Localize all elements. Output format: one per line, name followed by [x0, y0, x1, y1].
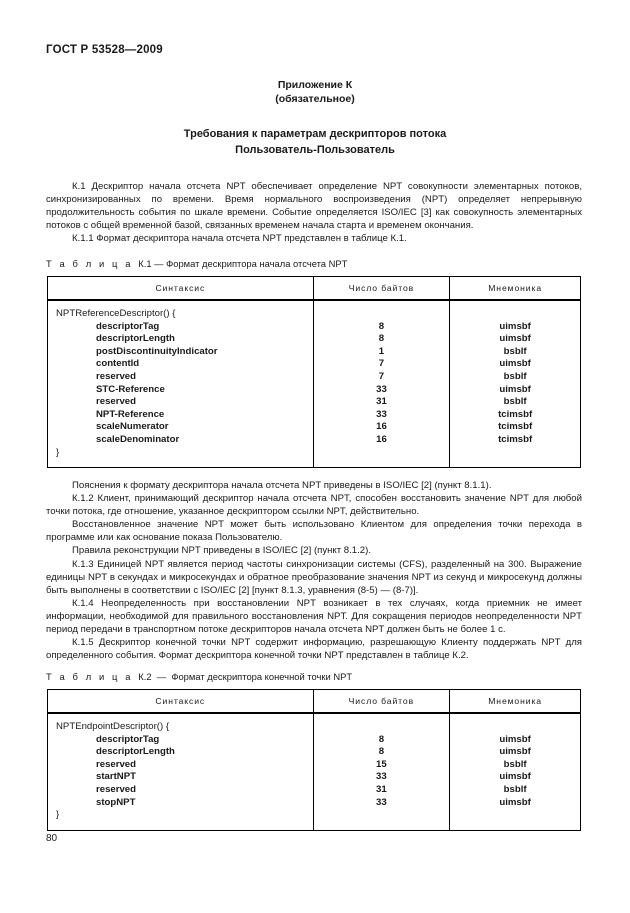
bytes-value: 16: [376, 421, 387, 433]
bytes-value: 33: [376, 408, 387, 420]
mnemonic-value: bsblf: [503, 396, 527, 408]
mnemonic-value: uimsbf: [499, 358, 531, 370]
bytes-value: 15: [376, 758, 387, 770]
mnemonic-value: uimsbf: [499, 333, 531, 345]
table-k2-caption-text: Формат дескриптора конечной точки NPT: [171, 671, 353, 682]
mnemonic-value: uimsbf: [499, 733, 531, 745]
mnemonic-value: tcimsbf: [498, 433, 533, 445]
syntax-line: NPTReferenceDescriptor() {: [56, 308, 176, 319]
bytes-value: 31: [376, 783, 387, 795]
mnemonic-value: bsblf: [503, 758, 527, 770]
table-k2-bytes-cell: [313, 713, 450, 830]
paragraph: К.1.5 Дескриптор конечной точки NPT содержит информацию, разрешающую Клиенту поддержать NPT для определенного события. Формат дескриптора конечной точки NPT представлен в таблице К.2.: [46, 637, 582, 662]
table-k2-col-syntax: Синтаксис: [48, 690, 314, 714]
table-k1-caption-dash: —: [154, 258, 164, 269]
table-k1: [47, 276, 581, 468]
bytes-value: [314, 809, 450, 822]
mnemonic-value: bsblf: [503, 345, 527, 357]
syntax-line: scaleDenominator: [96, 433, 180, 445]
table-k2-body-row: [48, 713, 581, 830]
document-standard-header: ГОСТ Р 53528—2009: [46, 44, 163, 56]
bytes-value: 16: [376, 433, 387, 445]
table-k2-col-mnemonic: Мнемоника: [450, 690, 581, 714]
syntax-line: reserved: [96, 396, 137, 408]
syntax-line: postDiscontinuityIndicator: [96, 345, 218, 357]
bytes-value: 8: [378, 320, 385, 332]
page-title: [0, 126, 630, 158]
syntax-line: reserved: [96, 783, 137, 795]
paragraph: К.1.2 Клиент, принимающий дескриптор начала отсчета NPT, способен восстановить значение NPT для любой точки потока, где отношение, указанное дескриптором ссылки NPT, действительно.: [46, 493, 582, 518]
mnemonic-value: bsblf: [503, 370, 527, 382]
mnemonic-value: uimsbf: [499, 383, 531, 395]
annex-heading: [0, 78, 630, 106]
mnemonic-value: [450, 721, 580, 734]
syntax-line: }: [56, 809, 60, 821]
syntax-line: descriptorLength: [96, 746, 175, 758]
table-k1-caption-text: Формат дескриптора начала отсчета NPT: [166, 258, 348, 269]
syntax-line: startNPT: [96, 771, 136, 783]
table-k2: [47, 689, 581, 831]
paragraph: Пояснения к формату дескриптора начала отсчета NPT приведены в ISO/IEC [2] (пункт 8.1.1).: [72, 480, 492, 491]
mnemonic-value: uimsbf: [499, 771, 531, 783]
paragraph: К.1 Дескриптор начала отсчета NPT обеспечивает определение NPT совокупности элементарных потоков, синхронизированных по времени. Время нормального воспроизведения (NPT) определяет непрерывную продолжительность события по шкале времени. Событие определяется ISO/IEC [3] как совокупность элементарных потоков с общей временной базой, связанных временем начала старта и временем окончания.: [46, 181, 582, 232]
paragraph: К.1.4 Неопределенность при восстановлении NPT возникает в тех случаях, когда приемник не имеет информации, необходимой для правильного восстановления NPT. Для сокращения периодов неопределенности NPT период передачи в транспортном потоке дескрипторов начала отсчета NPT должен быть не более 1 с.: [46, 597, 582, 636]
syntax-line: descriptorLength: [96, 333, 175, 345]
bytes-value: [314, 447, 450, 460]
mnemonic-value: bsblf: [503, 783, 527, 795]
table-k1-header-row: [48, 277, 581, 301]
mnemonic-value: [450, 308, 580, 321]
table-k1-col-bytes: Число байтов: [313, 277, 450, 301]
syntax-line: reserved: [96, 758, 137, 770]
syntax-line: descriptorTag: [96, 320, 160, 332]
paragraph: Правила реконструкции NPT приведены в ISO/IEC [2] (пункт 8.1.2).: [72, 545, 371, 557]
mnemonic-value: uimsbf: [499, 746, 531, 758]
bytes-value: [314, 721, 450, 734]
table-k1-caption-number: К.1: [138, 258, 152, 269]
mnemonic-value: uimsbf: [499, 796, 531, 808]
table-k2-caption-number: К.2: [138, 671, 152, 682]
bytes-value: 33: [376, 771, 387, 783]
syntax-line: descriptorTag: [96, 733, 160, 745]
table-k1-caption-label: Т а б л и ц а: [46, 258, 134, 269]
mnemonic-value: uimsbf: [499, 320, 531, 332]
syntax-line: STC-Reference: [96, 383, 165, 395]
bytes-value: 7: [378, 370, 385, 382]
page-title-line-2: Пользователь-Пользователь: [235, 144, 395, 156]
syntax-line: reserved: [96, 370, 137, 382]
table-k1-caption: [46, 258, 347, 269]
syntax-line: stopNPT: [96, 796, 136, 808]
syntax-line: NPTEndpointDescriptor() {: [56, 721, 170, 732]
syntax-line: contentId: [96, 358, 140, 370]
mnemonic-value: tcimsbf: [498, 408, 533, 420]
mid-text-block: [46, 479, 582, 662]
table-k1-col-syntax: Синтаксис: [48, 277, 314, 301]
bytes-value: 33: [376, 383, 387, 395]
bytes-value: [314, 308, 450, 321]
table-k2-mnemonic-cell: [450, 713, 581, 830]
table-k1-body-row: [48, 300, 581, 468]
table-k2-header-row: [48, 690, 581, 714]
table-k2-caption: [46, 671, 352, 682]
bytes-value: 8: [378, 333, 385, 345]
paragraph: Восстановленное значение NPT может быть использовано Клиентом для определения точки перехода в программе или как основание показа Пользователю.: [46, 519, 582, 544]
table-k1-col-mnemonic: Мнемоника: [450, 277, 581, 301]
annex-title: Приложение К: [277, 79, 353, 91]
page-title-line-1: Требования к параметрам дескрипторов потока: [183, 128, 447, 140]
bytes-value: 33: [376, 796, 387, 808]
table-k2-caption-label: Т а б л и ц а: [46, 671, 134, 682]
paragraph: К.1.1 Формат дескриптора начала отсчета NPT представлен в таблице К.1.: [72, 233, 407, 245]
syntax-line: }: [56, 446, 60, 458]
bytes-value: 1: [378, 345, 385, 357]
syntax-line: NPT-Reference: [96, 408, 165, 420]
bytes-value: 8: [378, 746, 385, 758]
table-k1-bytes-cell: [313, 300, 450, 468]
bytes-value: 7: [378, 358, 385, 370]
table-k2-caption-dash: —: [156, 671, 167, 682]
bytes-value: 31: [376, 396, 387, 408]
syntax-line: scaleNumerator: [96, 421, 169, 433]
table-k1-mnemonic-cell: [450, 300, 581, 468]
table-k2-syntax-cell: [48, 713, 314, 830]
mnemonic-value: [450, 809, 580, 822]
annex-subtitle: (обязательное): [275, 93, 355, 105]
mnemonic-value: [450, 447, 580, 460]
table-k2-col-bytes: Число байтов: [313, 690, 450, 714]
paragraph: К.1.3 Единицей NPT является период частоты синхронизации системы (CFS), разделенный на 300. Выражение единицы NPT в секундах и микросекундах и обратное преобразование значения NPT из секунд и микросекунд должны быть выполнены в соответствии с ISO/IEC [2] [пункт 8.1.3, уравнения (8-5) — (8-7)].: [46, 558, 582, 596]
mnemonic-value: tcimsbf: [498, 421, 533, 433]
table-k1-syntax-cell: [48, 300, 314, 468]
page-number: 80: [46, 833, 58, 844]
bytes-value: 8: [378, 733, 385, 745]
intro-text-block: [46, 180, 582, 245]
